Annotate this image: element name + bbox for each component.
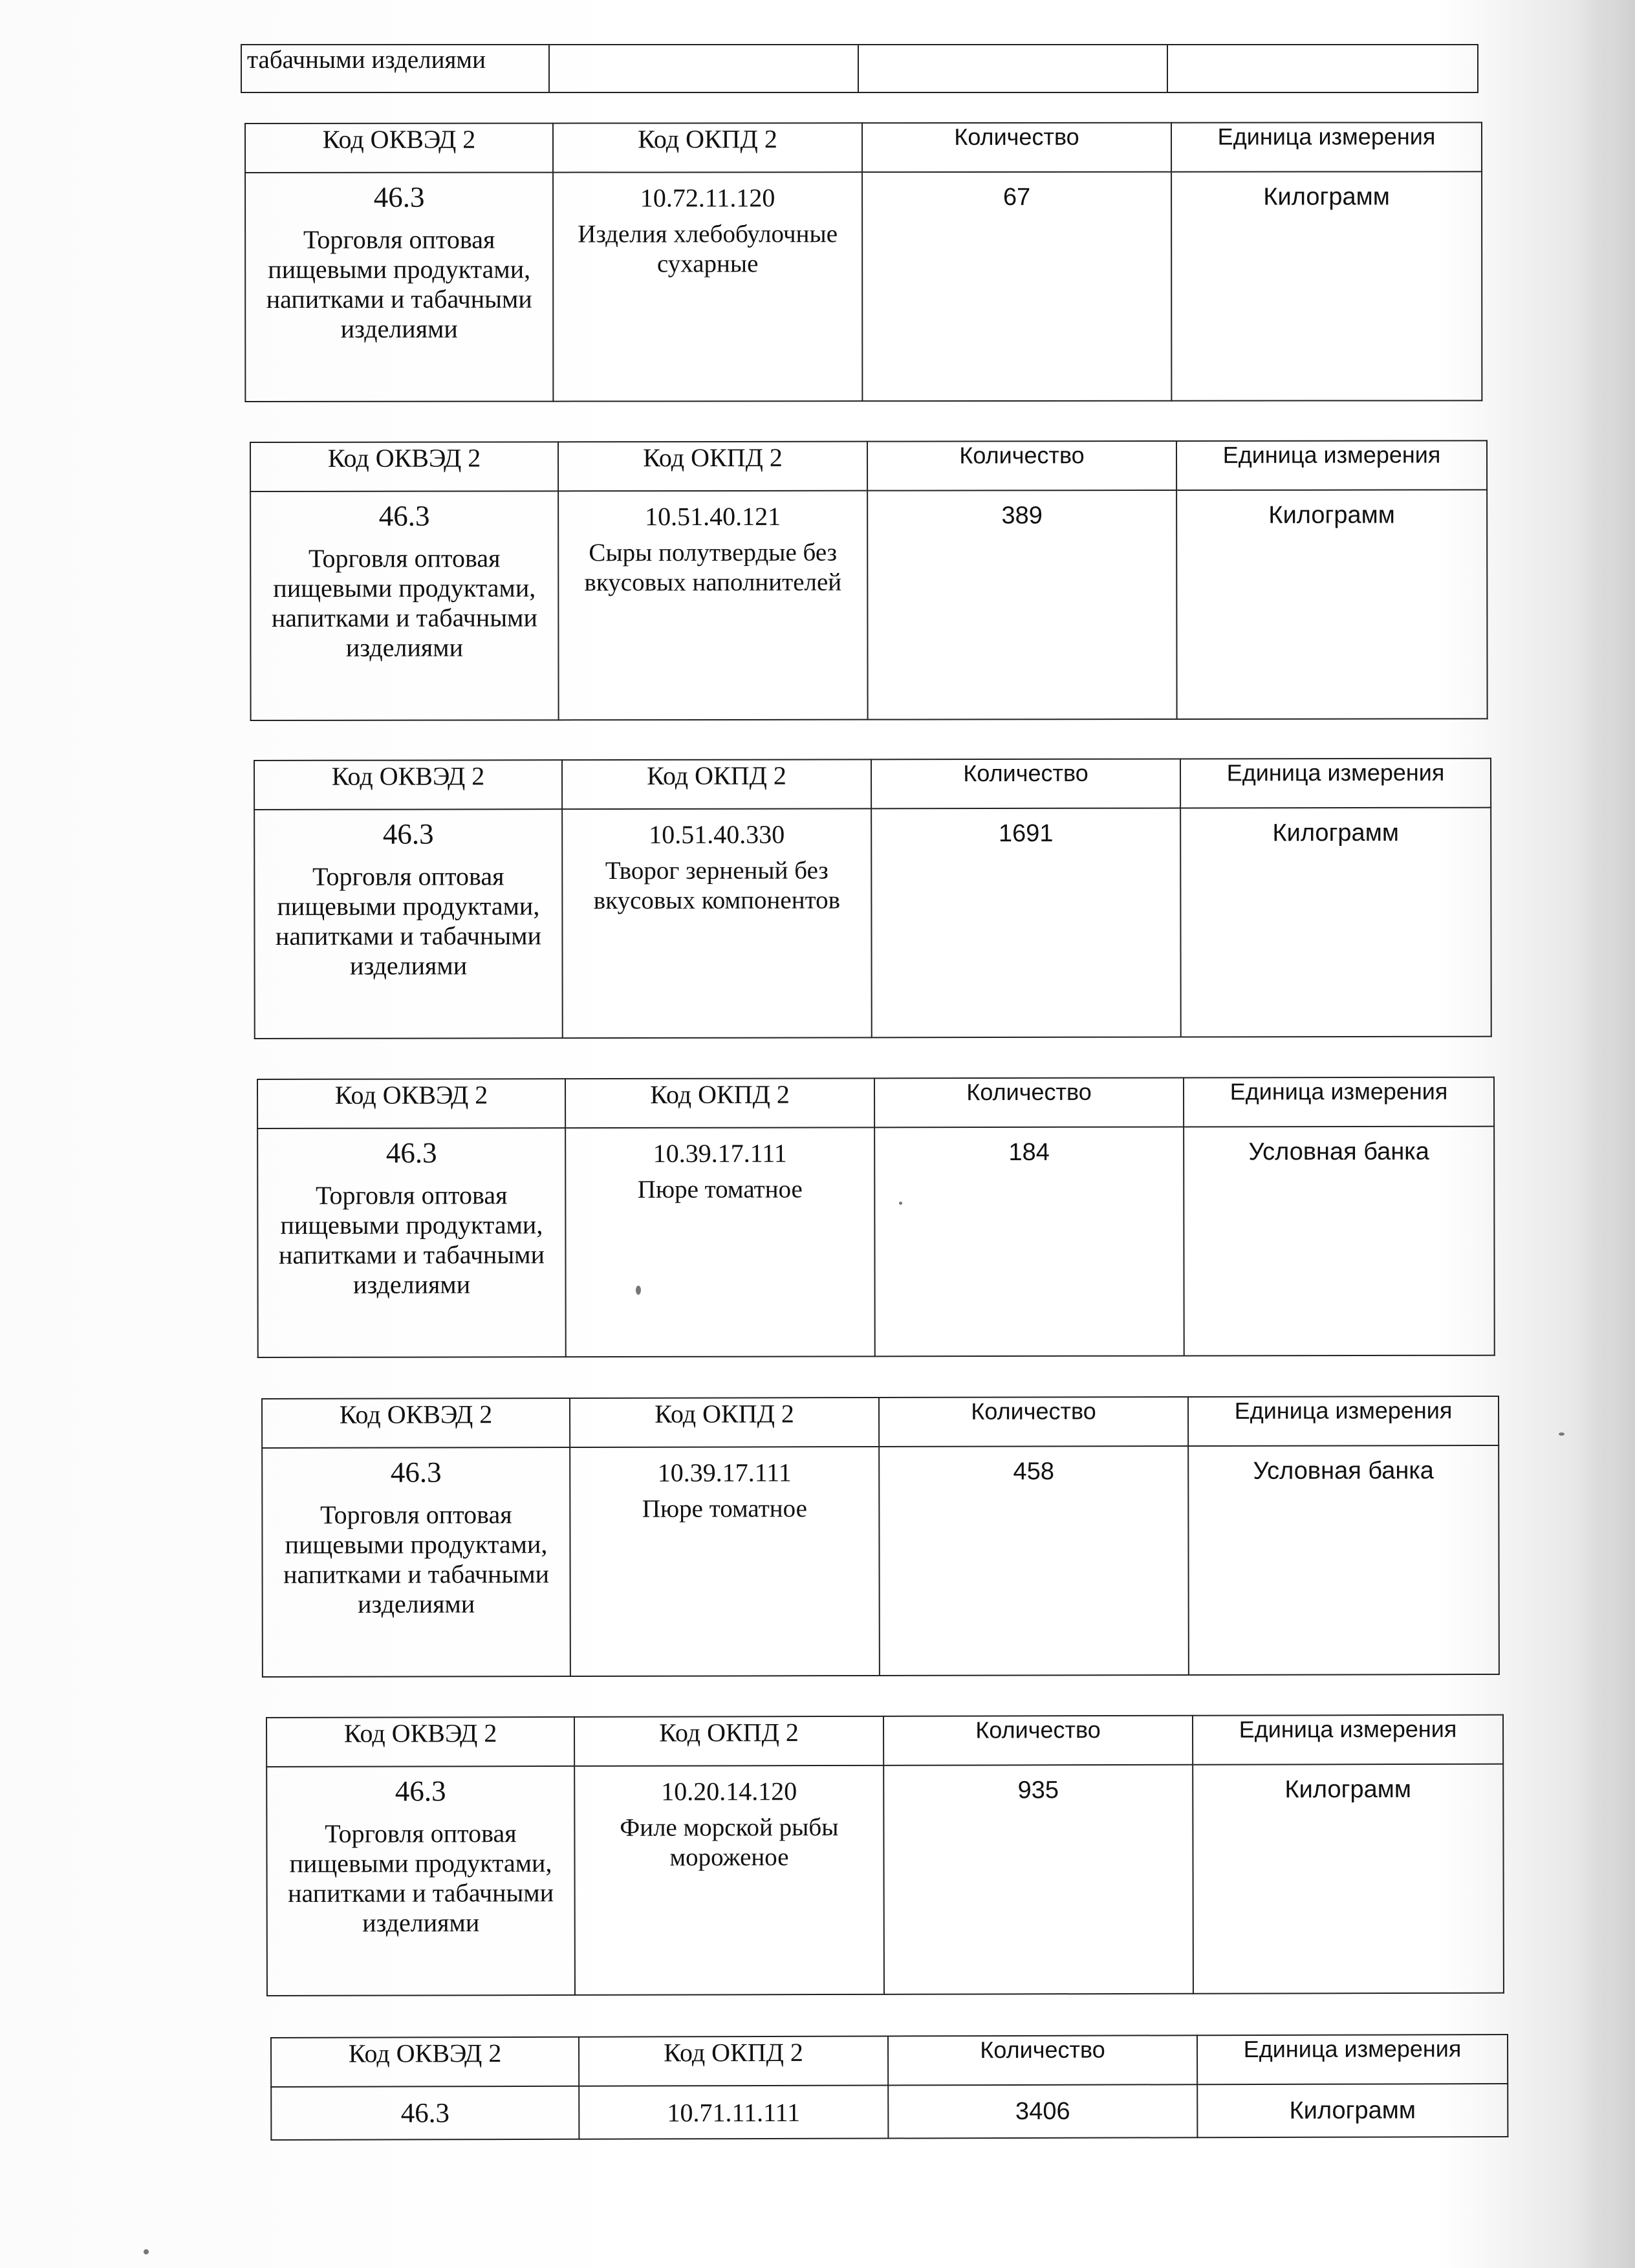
unit: Условная банка bbox=[1248, 1138, 1429, 1166]
okpd-name: Филе морской рыбы мороженое bbox=[620, 1813, 839, 1872]
header-unit: Единица измерения bbox=[1193, 1715, 1503, 1765]
header-qty: Количество bbox=[883, 1716, 1193, 1766]
header-okved: Код ОКВЭД 2 bbox=[245, 124, 553, 173]
okpd-cell bbox=[565, 1127, 875, 1357]
scan-speck bbox=[636, 1286, 641, 1295]
unit: Килограмм bbox=[1197, 2084, 1508, 2137]
okved-cell bbox=[245, 173, 553, 402]
okved-code: 46.3 bbox=[378, 499, 430, 532]
okved-code: 46.3 bbox=[385, 1136, 437, 1169]
quantity: 3406 bbox=[888, 2084, 1197, 2138]
quantity: 184 bbox=[1008, 1138, 1050, 1166]
empty-cell bbox=[858, 45, 1167, 92]
empty-cell bbox=[549, 45, 858, 92]
okved-cell bbox=[257, 1128, 566, 1357]
quantity-cell bbox=[867, 490, 1176, 720]
okpd-code: 10.39.17.111 bbox=[653, 1138, 787, 1168]
header-qty: Количество bbox=[871, 759, 1180, 808]
okpd-code: 10.51.40.330 bbox=[649, 819, 785, 849]
okved-code: 46.3 bbox=[390, 1456, 442, 1489]
okved-name-fragment: табачными изделиями bbox=[241, 45, 549, 92]
okpd-code: 10.51.40.121 bbox=[645, 501, 781, 532]
header-okpd: Код ОКПД 2 bbox=[570, 1398, 879, 1447]
okved-code: 46.3 bbox=[271, 2086, 579, 2140]
okpd-cell bbox=[553, 172, 862, 401]
okved-name: Торговля оптовая пищевыми продуктами, напитками и табачными изделиями bbox=[275, 861, 541, 980]
header-qty: Количество bbox=[867, 441, 1176, 491]
header-qty: Количество bbox=[888, 2035, 1197, 2085]
okved-name: Торговля оптовая пищевыми продуктами, напитками и табачными изделиями bbox=[283, 1500, 550, 1619]
entry-table-last bbox=[270, 2034, 1508, 2141]
header-qty: Количество bbox=[874, 1077, 1184, 1127]
quantity: 458 bbox=[1013, 1458, 1054, 1485]
okpd-cell bbox=[574, 1766, 884, 1995]
quantity: 67 bbox=[1002, 183, 1031, 211]
okpd-name: Изделия хлебобулочные сухарные bbox=[578, 220, 838, 278]
header-okpd: Код ОКПД 2 bbox=[562, 759, 871, 809]
scan-speck bbox=[899, 1202, 902, 1205]
unit: Килограмм bbox=[1263, 183, 1390, 211]
unit: Килограмм bbox=[1284, 1775, 1412, 1804]
unit-cell bbox=[1171, 171, 1482, 400]
header-qty: Количество bbox=[879, 1397, 1188, 1447]
quantity-cell bbox=[871, 808, 1181, 1037]
unit-cell bbox=[1188, 1445, 1499, 1675]
header-okpd: Код ОКПД 2 bbox=[553, 123, 862, 172]
header-unit: Единица измерения bbox=[1184, 1077, 1494, 1127]
sheet-edge-shadow bbox=[1580, 0, 1635, 2268]
okved-name: Торговля оптовая пищевыми продуктами, напитками и табачными изделиями bbox=[278, 1180, 545, 1299]
okpd-code: 10.20.14.120 bbox=[661, 1777, 797, 1806]
header-okpd: Код ОКПД 2 bbox=[565, 1078, 874, 1128]
entry-table bbox=[250, 440, 1488, 721]
quantity: 935 bbox=[1017, 1777, 1059, 1804]
okpd-name: Сыры полутвердые без вкусовых наполнителей bbox=[584, 538, 842, 597]
header-unit: Единица измерения bbox=[1197, 2035, 1508, 2084]
header-okved: Код ОКВЭД 2 bbox=[254, 760, 562, 810]
okved-cell bbox=[262, 1447, 570, 1677]
unit-cell bbox=[1184, 1127, 1495, 1356]
header-unit: Единица измерения bbox=[1180, 759, 1491, 808]
entry-table bbox=[266, 1714, 1504, 1996]
continued-table-fragment bbox=[241, 44, 1478, 93]
unit-cell bbox=[1193, 1764, 1504, 1994]
unit-cell bbox=[1176, 490, 1487, 719]
okved-cell bbox=[250, 491, 558, 720]
header-okved: Код ОКВЭД 2 bbox=[266, 1717, 574, 1767]
header-unit: Единица измерения bbox=[1188, 1396, 1499, 1446]
quantity-cell bbox=[874, 1127, 1184, 1356]
entry-table bbox=[244, 122, 1482, 402]
okpd-name: Пюре томатное bbox=[642, 1495, 807, 1523]
okpd-cell bbox=[558, 491, 867, 720]
scan-speck bbox=[144, 2249, 149, 2254]
header-okpd: Код ОКПД 2 bbox=[579, 2036, 888, 2086]
quantity-cell bbox=[862, 172, 1171, 401]
quantity-cell bbox=[879, 1446, 1189, 1676]
header-qty: Количество bbox=[862, 123, 1171, 172]
quantity: 1691 bbox=[998, 819, 1054, 847]
okved-name: Торговля оптовая пищевыми продуктами, напитками и табачными изделиями bbox=[266, 224, 532, 343]
unit: Килограмм bbox=[1268, 501, 1395, 529]
okpd-code: 10.72.11.120 bbox=[640, 183, 775, 213]
quantity-cell bbox=[883, 1765, 1193, 1994]
okved-code: 46.3 bbox=[382, 817, 434, 850]
okved-code: 46.3 bbox=[395, 1775, 446, 1808]
okpd-cell bbox=[562, 808, 872, 1038]
okpd-code: 10.71.11.111 bbox=[579, 2085, 888, 2139]
entry-table bbox=[261, 1396, 1500, 1678]
header-unit: Единица измерения bbox=[1176, 440, 1487, 490]
okpd-name: Творог зерненый без вкусовых компонентов bbox=[593, 856, 841, 915]
okpd-code: 10.39.17.111 bbox=[657, 1458, 792, 1487]
header-okved: Код ОКВЭД 2 bbox=[262, 1398, 570, 1448]
entry-table bbox=[254, 758, 1492, 1039]
header-unit: Единица измерения bbox=[1171, 122, 1482, 171]
unit-cell bbox=[1180, 808, 1491, 1037]
header-okved: Код ОКВЭД 2 bbox=[257, 1079, 565, 1129]
header-okpd: Код ОКПД 2 bbox=[574, 1716, 883, 1766]
okpd-cell bbox=[570, 1447, 880, 1676]
header-okved: Код ОКВЭД 2 bbox=[250, 442, 558, 491]
okved-code: 46.3 bbox=[373, 180, 425, 213]
unit: Килограмм bbox=[1272, 819, 1399, 847]
empty-cell bbox=[1167, 45, 1478, 92]
quantity: 389 bbox=[1001, 502, 1043, 530]
okved-cell bbox=[254, 809, 563, 1039]
unit: Условная банка bbox=[1253, 1457, 1434, 1485]
header-okpd: Код ОКПД 2 bbox=[558, 442, 867, 491]
header-okved: Код ОКВЭД 2 bbox=[271, 2037, 579, 2087]
okved-name: Торговля оптовая пищевыми продуктами, напитками и табачными изделиями bbox=[288, 1819, 554, 1938]
entry-table bbox=[257, 1077, 1495, 1358]
okved-name: Торговля оптовая пищевыми продуктами, напитками и табачными изделиями bbox=[271, 543, 537, 662]
okved-cell bbox=[266, 1766, 575, 1996]
okpd-name: Пюре томатное bbox=[637, 1175, 803, 1204]
scan-speck bbox=[1559, 1432, 1565, 1436]
